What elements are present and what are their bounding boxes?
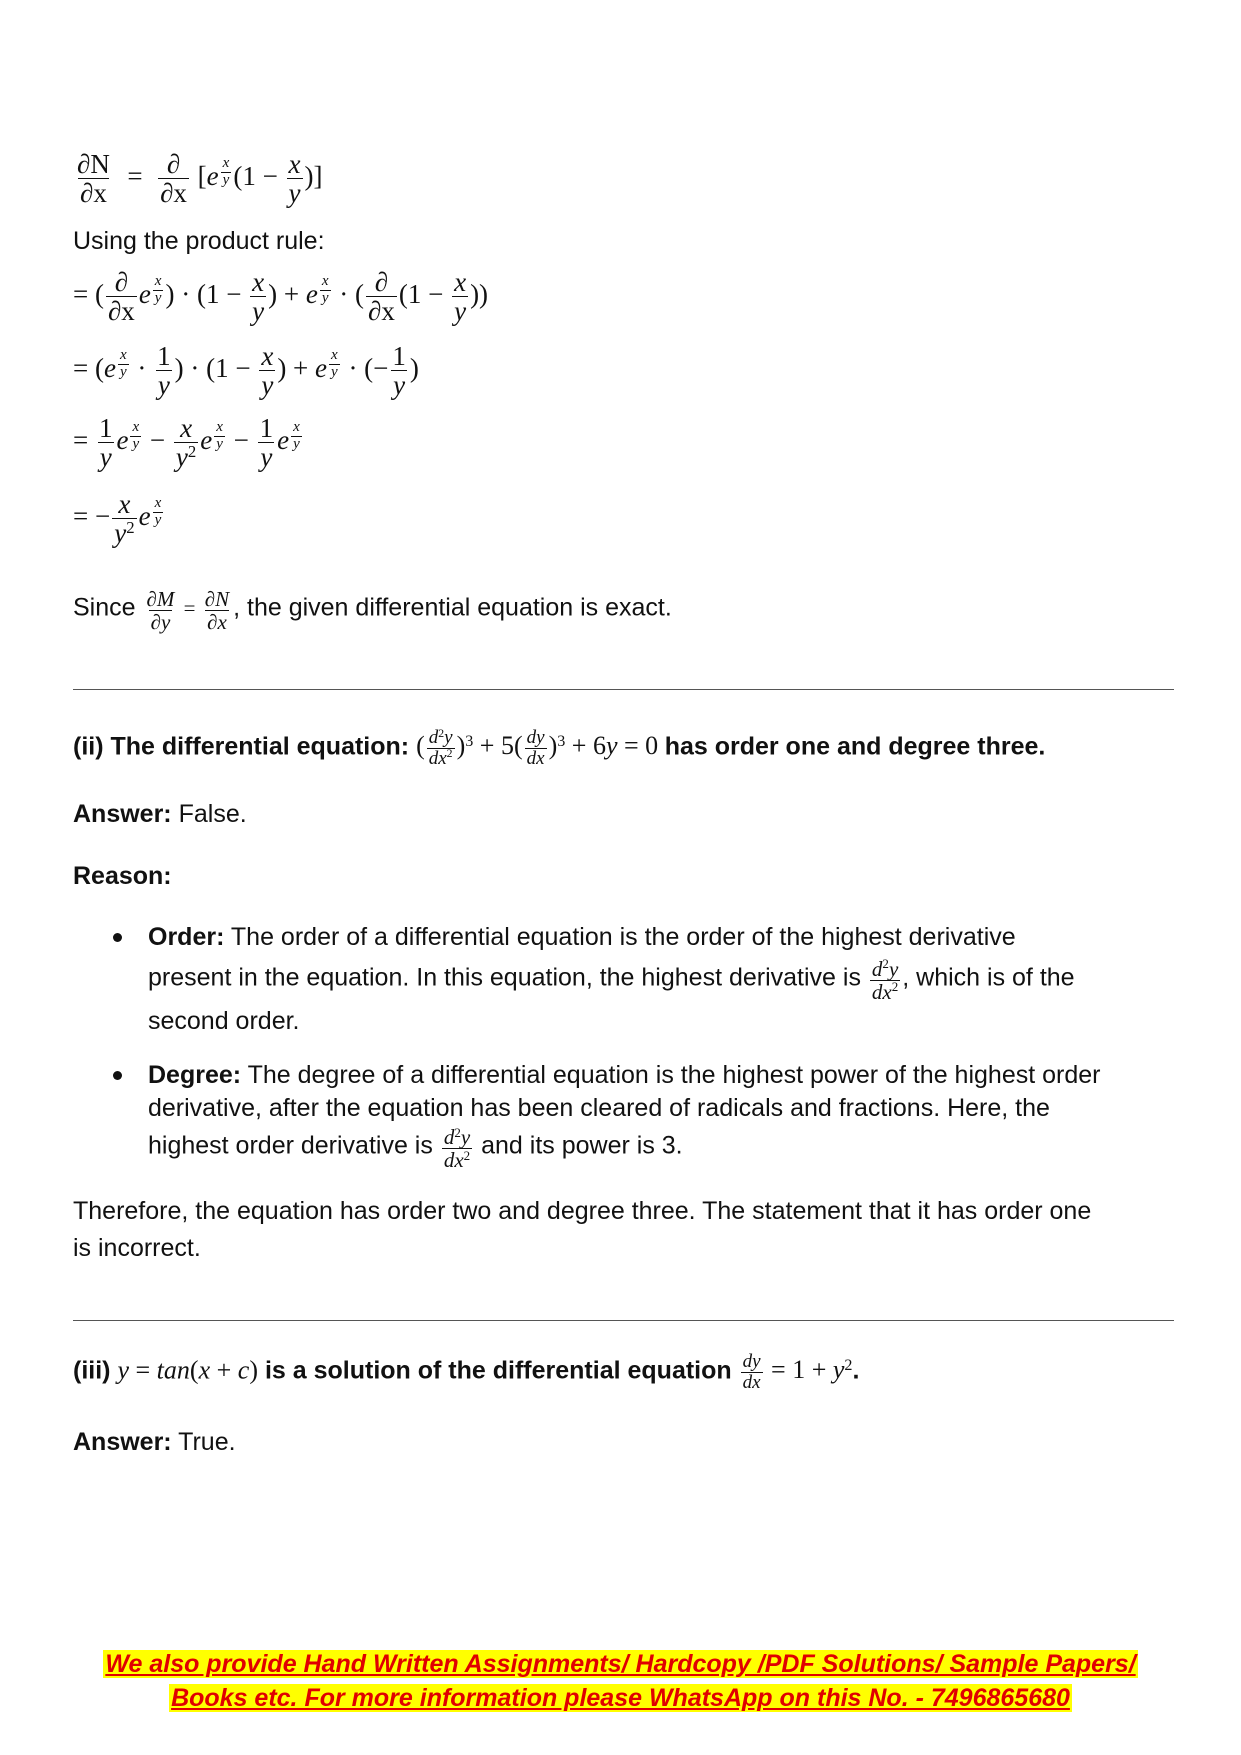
part-ii-answer: Answer: False. (73, 800, 247, 828)
since-statement: Since $\frac{\partial M}{\partial y}$ = $\frac{\partial N}{\partial x}$ , the given differential equation is exact. (73, 587, 672, 635)
part-ii-heading: (ii) The differential equation: ( $\frac{d^2y}{dx^2}$ )$^3$ + 5( $\frac{dy}{dx}$ )$^3$ + 6y = 0 has order one and degree three. (73, 726, 1046, 769)
bullet-degree: Degree: The degree of a differential equation is the highest power of the highest order derivative, after the equation has been cleared of radicals and fractions. Here, the highest order derivative is $\frac{d^2y}{dx^2}$ and its power is 3. (148, 1061, 1101, 1173)
eq-step-4: = − $\frac{x}{y^2}$ e $^{\frac{x}{y}}$ (73, 489, 162, 549)
bullet-dot (113, 1071, 122, 1080)
part-ii-conclusion: Therefore, the equation has order two and degree three. The statement that it has order one is incorrect. (73, 1197, 1092, 1262)
eq-step-1: = ( $\frac{\partial}{\partial x}$ e $^{\frac{x}{y}}$ ) · (1 − $\frac{x}{y}$ ) + e $^{\frac{x}{y}}$ · ( $\frac{\partial}{\partial x}$ (1 − $\frac{x}{y}$ )) (73, 267, 489, 327)
product-rule-label: Using the product rule: (73, 227, 325, 255)
divider-2 (73, 1320, 1174, 1321)
part-ii-reason-label: Reason: (73, 862, 172, 890)
eq-step-3: = $\frac{1}{y}$ e $^{\frac{x}{y}}$ − $\frac{x}{y^2}$ e $^{\frac{x}{y}}$ − $\frac{1}{y}$ e $^{\frac{x}{y}}$ (73, 413, 300, 473)
part-iii-heading: (iii) y = tan(x + c) is a solution of the differential equation $\frac{dy}{dx}$ = $1 + y^2$. (73, 1351, 860, 1393)
divider-1 (73, 689, 1174, 690)
eq-dn-dx: $\frac{\partial N}{\partial x}$ = $\frac{\partial}{\partial x}$ [e $^{\frac{x}{y}}$ (1 − $\frac{x}{y}$ )] (77, 149, 323, 209)
bullet-order: Order: The order of a differential equation is the order of the highest derivative present in the equation. In this equation, the highest derivative is $\frac{d^2y}{dx^2}$ , which is of the second order. (148, 923, 1075, 1035)
promo-line-1: We also provide Hand Written Assignments/ Hardcopy /PDF Solutions/ Sample Papers/ (105, 1650, 1136, 1678)
eq-step-2: = (e $^{\frac{x}{y}}$ · $\frac{1}{y}$ ) · (1 − $\frac{x}{y}$ ) + e $^{\frac{x}{y}}$ · (− $\frac{1}{y}$ ) (73, 341, 419, 401)
bullet-dot (113, 933, 122, 942)
part-iii-answer: Answer: True. (73, 1428, 236, 1456)
promo-line-2: Books etc. For more information please WhatsApp on this No. - 7496865680 (171, 1684, 1070, 1712)
